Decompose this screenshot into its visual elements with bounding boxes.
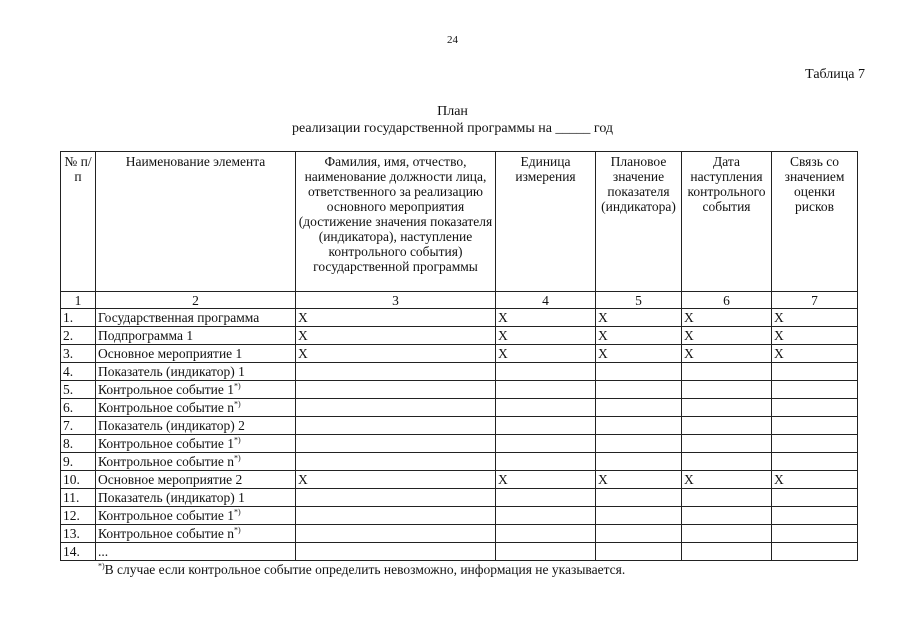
row-number	[61, 345, 96, 363]
event-date-cell	[682, 399, 772, 417]
row-number-text: 12.	[63, 507, 80, 523]
unit-cell	[496, 525, 596, 543]
event-date-cell	[682, 507, 772, 525]
element-name-text: Контрольное событие 1	[98, 381, 235, 397]
responsible-cell	[296, 399, 496, 417]
row-number-text: 6.	[63, 399, 74, 415]
risk-link-cell-text: X	[774, 327, 784, 343]
event-date-cell	[682, 489, 772, 507]
header-planned-value: Плановое значение показателя (индикатора)	[596, 152, 682, 292]
implementation-plan-table	[60, 151, 858, 561]
column-number: 7	[772, 292, 858, 309]
risk-link-cell-text: X	[774, 471, 784, 487]
event-date-cell-text: X	[684, 327, 694, 343]
footnote	[98, 562, 625, 578]
unit-cell-text: X	[498, 309, 508, 325]
responsible-cell	[296, 525, 496, 543]
unit-cell-text: X	[498, 471, 508, 487]
responsible-cell-text: X	[298, 471, 308, 487]
event-date-cell	[682, 381, 772, 399]
unit-cell	[496, 327, 596, 345]
planned-value-cell-text: X	[598, 345, 608, 361]
responsible-cell	[296, 453, 496, 471]
header-unit: Единица измерения	[496, 152, 596, 292]
header-risk-link: Связь со значением оценки рисков	[772, 152, 858, 292]
element-name	[96, 363, 296, 381]
element-name-text: Контрольное событие 1	[98, 435, 235, 451]
risk-link-cell-text: X	[774, 309, 784, 325]
element-name-text: Контрольное событие n	[98, 453, 235, 469]
risk-link-cell	[772, 327, 858, 345]
table-row	[61, 453, 858, 471]
planned-value-cell-text: X	[598, 471, 608, 487]
table-row	[61, 381, 858, 399]
unit-cell	[496, 507, 596, 525]
planned-value-cell	[596, 543, 682, 561]
element-name-text: ...	[98, 543, 109, 559]
unit-cell	[496, 489, 596, 507]
risk-link-cell	[772, 489, 858, 507]
table-label: Таблица 7	[805, 67, 865, 82]
unit-cell	[496, 471, 596, 489]
planned-value-cell	[596, 489, 682, 507]
table-row	[61, 489, 858, 507]
responsible-cell	[296, 363, 496, 381]
footnote-reference: *)	[234, 381, 241, 390]
row-number	[61, 309, 96, 327]
row-number	[61, 507, 96, 525]
page-number: 24	[447, 34, 458, 46]
element-name	[96, 381, 296, 399]
table-row	[61, 327, 858, 345]
responsible-cell-text: X	[298, 309, 308, 325]
row-number-text: 9.	[63, 453, 74, 469]
footnote-reference: *)	[234, 525, 241, 534]
planned-value-cell	[596, 417, 682, 435]
event-date-cell	[682, 435, 772, 453]
row-number-text: 5.	[63, 381, 74, 397]
risk-link-cell-text: X	[774, 345, 784, 361]
header-event-date: Дата наступления контрольного события	[682, 152, 772, 292]
unit-cell	[496, 543, 596, 561]
table-row	[61, 309, 858, 327]
element-name-text: Показатель (индикатор) 2	[98, 417, 245, 433]
row-number-text: 8.	[63, 435, 74, 451]
risk-link-cell	[772, 543, 858, 561]
event-date-cell	[682, 525, 772, 543]
unit-cell	[496, 435, 596, 453]
element-name	[96, 327, 296, 345]
footnote-reference: *)	[234, 399, 241, 408]
element-name-text: Основное мероприятие 1	[98, 345, 243, 361]
document-title	[0, 103, 905, 137]
header-element-name: Наименование элемента	[96, 152, 296, 292]
row-number-text: 3.	[63, 345, 74, 361]
header-row	[61, 152, 858, 292]
row-number-text: 11.	[63, 489, 80, 505]
risk-link-cell	[772, 417, 858, 435]
planned-value-cell	[596, 363, 682, 381]
element-name	[96, 399, 296, 417]
risk-link-cell	[772, 363, 858, 381]
responsible-cell	[296, 543, 496, 561]
unit-cell	[496, 363, 596, 381]
header-num: № п/п	[61, 152, 96, 292]
event-date-cell-text: X	[684, 345, 694, 361]
event-date-cell	[682, 345, 772, 363]
risk-link-cell	[772, 453, 858, 471]
element-name	[96, 435, 296, 453]
planned-value-cell	[596, 345, 682, 363]
element-name	[96, 453, 296, 471]
responsible-cell	[296, 507, 496, 525]
element-name-text: Государственная программа	[98, 309, 260, 325]
element-name-text: Контрольное событие 1	[98, 507, 235, 523]
column-number: 6	[682, 292, 772, 309]
risk-link-cell	[772, 471, 858, 489]
column-number-row	[61, 292, 858, 309]
column-number: 3	[296, 292, 496, 309]
row-number	[61, 363, 96, 381]
row-number	[61, 435, 96, 453]
responsible-cell	[296, 309, 496, 327]
element-name	[96, 471, 296, 489]
planned-value-cell	[596, 471, 682, 489]
planned-value-cell	[596, 507, 682, 525]
planned-value-cell	[596, 453, 682, 471]
column-number: 5	[596, 292, 682, 309]
responsible-cell	[296, 471, 496, 489]
footnote-reference: *)	[234, 507, 241, 516]
unit-cell-text: X	[498, 345, 508, 361]
element-name-text: Показатель (индикатор) 1	[98, 363, 245, 379]
risk-link-cell	[772, 525, 858, 543]
planned-value-cell	[596, 327, 682, 345]
row-number-text: 14.	[63, 543, 80, 559]
unit-cell	[496, 417, 596, 435]
row-number	[61, 453, 96, 471]
row-number	[61, 489, 96, 507]
risk-link-cell	[772, 507, 858, 525]
row-number	[61, 381, 96, 399]
table-row	[61, 543, 858, 561]
element-name-text: Контрольное событие n	[98, 525, 235, 541]
planned-value-cell	[596, 399, 682, 417]
element-name-text: Основное мероприятие 2	[98, 471, 243, 487]
row-number-text: 2.	[63, 327, 74, 343]
row-number	[61, 399, 96, 417]
table-row	[61, 471, 858, 489]
event-date-cell	[682, 471, 772, 489]
element-name-text: Подпрограмма 1	[98, 327, 194, 343]
responsible-cell-text: X	[298, 327, 308, 343]
event-date-cell	[682, 453, 772, 471]
event-date-cell	[682, 417, 772, 435]
footnote-text: В случае если контрольное событие определить невозможно, информация не указывается.	[104, 562, 626, 577]
unit-cell	[496, 399, 596, 417]
responsible-cell	[296, 489, 496, 507]
planned-value-cell-text: X	[598, 327, 608, 343]
unit-cell	[496, 381, 596, 399]
table-row	[61, 507, 858, 525]
event-date-cell	[682, 543, 772, 561]
risk-link-cell	[772, 435, 858, 453]
risk-link-cell	[772, 345, 858, 363]
footnote-reference: *)	[234, 453, 241, 462]
event-date-cell	[682, 327, 772, 345]
responsible-cell	[296, 327, 496, 345]
unit-cell	[496, 345, 596, 363]
row-number-text: 4.	[63, 363, 74, 379]
footnote-reference: *)	[234, 435, 241, 444]
table-row	[61, 525, 858, 543]
element-name	[96, 525, 296, 543]
responsible-cell	[296, 435, 496, 453]
responsible-cell	[296, 381, 496, 399]
row-number-text: 7.	[63, 417, 74, 433]
row-number	[61, 327, 96, 345]
row-number	[61, 525, 96, 543]
event-date-cell	[682, 363, 772, 381]
title-line-2: реализации государственной программы на _____ год	[291, 121, 614, 136]
element-name	[96, 309, 296, 327]
element-name	[96, 345, 296, 363]
event-date-cell-text: X	[684, 309, 694, 325]
unit-cell	[496, 453, 596, 471]
responsible-cell	[296, 345, 496, 363]
unit-cell	[496, 309, 596, 327]
row-number	[61, 471, 96, 489]
column-number: 2	[96, 292, 296, 309]
element-name	[96, 543, 296, 561]
header-responsible: Фамилия, имя, отчество, наименование должности лица, ответственного за реализацию основного мероприятия (достижение значения показателя (индикатора), наступление контрольного события) государственной программы	[296, 152, 496, 292]
table-row	[61, 417, 858, 435]
footnote-mark: *)	[98, 561, 105, 571]
row-number-text: 10.	[63, 471, 80, 487]
element-name-text: Показатель (индикатор) 1	[98, 489, 245, 505]
row-number	[61, 543, 96, 561]
planned-value-cell	[596, 525, 682, 543]
event-date-cell-text: X	[684, 471, 694, 487]
table-row	[61, 399, 858, 417]
table-row	[61, 345, 858, 363]
risk-link-cell	[772, 381, 858, 399]
planned-value-cell	[596, 435, 682, 453]
unit-cell-text: X	[498, 327, 508, 343]
title-line-1: План	[437, 104, 468, 119]
responsible-cell	[296, 417, 496, 435]
table-row	[61, 363, 858, 381]
risk-link-cell	[772, 399, 858, 417]
element-name	[96, 507, 296, 525]
element-name	[96, 489, 296, 507]
event-date-cell	[682, 309, 772, 327]
element-name	[96, 417, 296, 435]
planned-value-cell-text: X	[598, 309, 608, 325]
column-number: 1	[61, 292, 96, 309]
responsible-cell-text: X	[298, 345, 308, 361]
row-number-text: 1.	[63, 309, 74, 325]
row-number	[61, 417, 96, 435]
column-number: 4	[496, 292, 596, 309]
element-name-text: Контрольное событие n	[98, 399, 235, 415]
row-number-text: 13.	[63, 525, 80, 541]
planned-value-cell	[596, 309, 682, 327]
table-row	[61, 435, 858, 453]
risk-link-cell	[772, 309, 858, 327]
planned-value-cell	[596, 381, 682, 399]
